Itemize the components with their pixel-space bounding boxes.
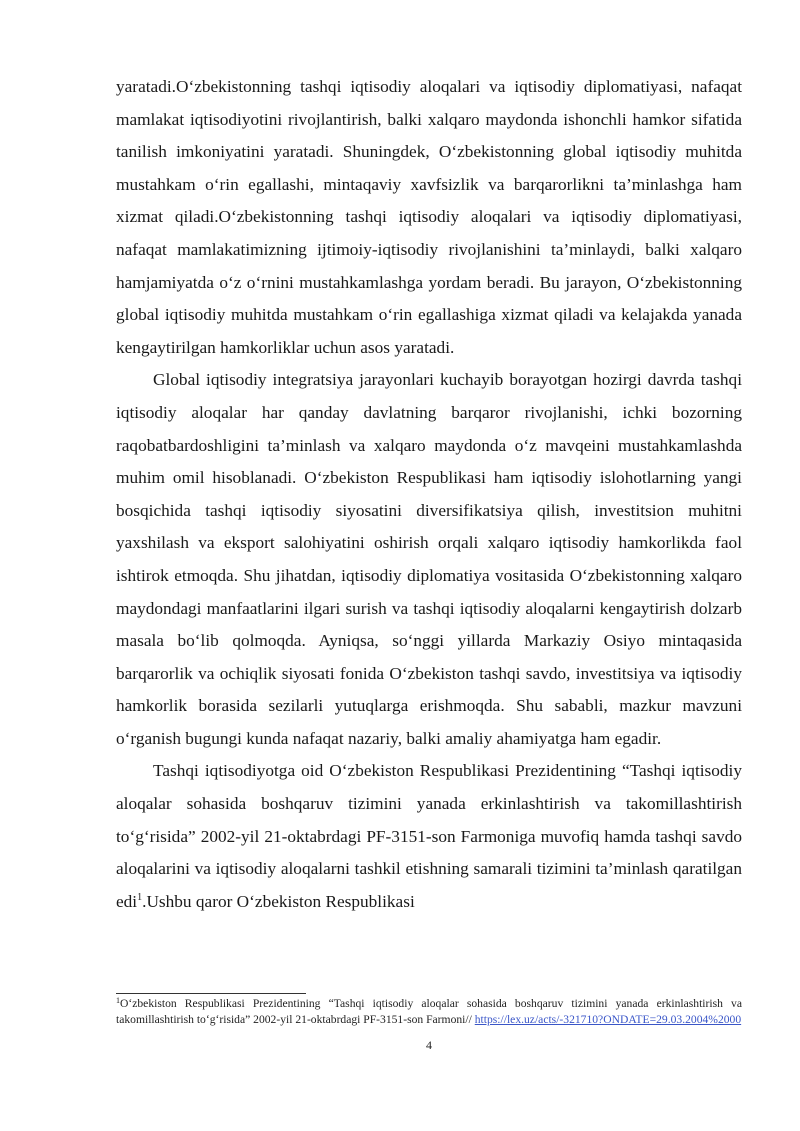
footnote-separator <box>116 993 306 994</box>
main-text <box>116 71 742 918</box>
footnote-text: O‘zbekiston Respublikasi Prezidentining “Tashqi iqtisodiy aloqalar sohasida boshqaruv tizimini yanada erkinlashtirish va takomillashtirish to‘g‘risida” 2002-yil 21-oktabrdagi PF-3151-son Farmoni// <box>116 997 742 1026</box>
footnote-marker: 1 <box>116 996 120 1005</box>
footnote-reference[interactable]: 1 <box>137 891 143 903</box>
paragraph-3 <box>116 755 742 918</box>
paragraph-3-continuation: .Ushbu qaror O‘zbekiston Respublikasi <box>142 891 415 911</box>
paragraph-1: yaratadi.O‘zbekistonning tashqi iqtisodiy aloqalari va iqtisodiy diplomatiyasi, nafaqat mamlakat iqtisodiyotini rivojlantirish, balki xalqaro maydonda ishonchli hamkor sifatida tanilish imkoniyatini yaratadi. Shuningdek, O‘zbekistonning global iqtisodiy muhitda mustahkam o‘rin egallashi, mintaqaviy xavfsizlik va barqarorlikni ta’minlashga ham xizmat qiladi.O‘zbekistonning tashqi iqtisodiy aloqalari va iqtisodiy diplomatiyasi, nafaqat mamlakatimizning ijtimoiy-iqtisodiy rivojlanishini ta’minlaydi, balki xalqaro hamjamiyatda o‘z o‘rnini mustahkamlashga yordam beradi. Bu jarayon, O‘zbekistonning global iqtisodiy muhitda mustahkam o‘rin egallashiga xizmat qiladi va kelajakda yanada kengaytirilgan hamkorliklar uchun asos yaratadi. <box>116 77 742 357</box>
paragraph-2: Global iqtisodiy integratsiya jarayonlari kuchayib borayotgan hozirgi davrda tashqi iqtisodiy aloqalar har qanday davlatning barqaror rivojlanishi, ichki bozorning raqobatbardoshligini ta’minlash va xalqaro maydonda o‘z mavqeini mustahkamlashda muhim omil hisoblanadi. O‘zbekiston Respublikasi ham iqtisodiy islohotlarning yangi bosqichida tashqi iqtisodiy siyosatini diversifikatsiya qilish, investitsion muhitni yaxshilash va eksport salohiyatini oshirish orqali xalqaro iqtisodiy hamkorlikda faol ishtirok etmoqda. Shu jihatdan, iqtisodiy diplomatiya vositasida O‘zbekistonning xalqaro maydondagi manfaatlarini ilgari surish va tashqi iqtisodiy aloqalarni kengaytirish dolzarb masala bo‘lib qolmoqda. Ayniqsa, so‘nggi yillarda Markaziy Osiyo mintaqasida barqarorlik va ochiqlik siyosati fonida O‘zbekiston tashqi savdo, investitsiya va iqtisodiy hamkorlik borasida sezilarli yutuqlarga erishmoqda. Shu sababli, mazkur mavzuni o‘rganish bugungi kunda nafaqat nazariy, balki amaliy ahamiyatga ham egadir. <box>116 370 742 748</box>
paragraph-3-text: Tashqi iqtisodiyotga oid O‘zbekiston Respublikasi Prezidentining “Tashqi iqtisodiy aloqalar sohasida boshqaruv tizimini yanada erkinlashtirish va takomillashtirish to‘g‘risida” 2002-yil 21-oktabrdagi PF-3151-son Farmoniga muvofiq hamda tashqi savdo aloqalarini va iqtisodiy aloqalarni tashkil etishning samarali tizimini ta’minlash qaratilgan edi <box>116 761 742 911</box>
footnote <box>116 996 742 1027</box>
page-number: 4 <box>426 1038 432 1052</box>
footnote-link[interactable]: https://lex.uz/acts/-321710?ONDATE=29.03.2004%2000 <box>474 1012 742 1026</box>
